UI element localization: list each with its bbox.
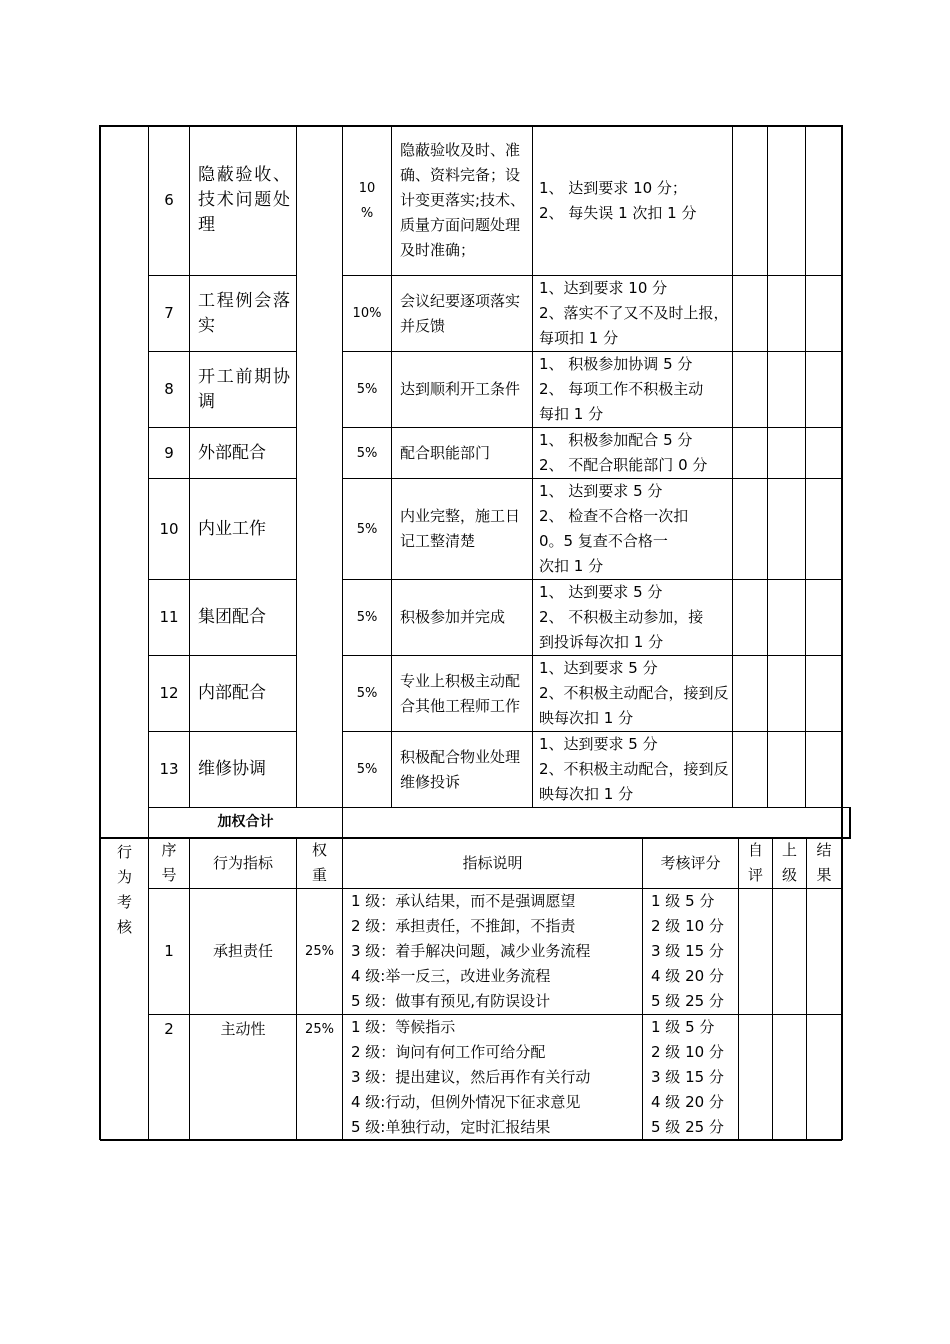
row-number: 11 [159,608,179,626]
behavior-row-number: 2 [164,1020,174,1038]
row-number: 13 [159,760,179,778]
row-description: 隐蔽验收及时、准确、资料完备；设计变更落实;技术、质量方面问题处理及时准确； [400,141,526,259]
row-number: 7 [164,304,174,322]
weighted-total-label: 加权合计 [217,814,274,830]
behavior-row-number: 1 [164,942,174,960]
row-description: 积极参加并完成 [400,608,506,626]
row-description: 内业完整，施工日记工整清楚 [400,507,521,550]
header-weight: 权 重 [311,841,327,884]
row-description: 积极配合物业处理维修投诉 [400,747,521,791]
row-indicator: 工程例会落实 [198,290,290,336]
behavior-row-weight: 25% [305,944,334,959]
header-self-review: 自 评 [747,841,763,884]
row-indicator: 外部配合 [198,442,266,463]
row-indicator: 隐蔽验收、技术问题处理 [198,165,290,235]
behavior-row-weight: 25% [305,1022,334,1037]
row-scoring: 1、 达到要求 5 分 2、 不积极主动参加，接 到投诉每次扣 1 分 [539,583,704,651]
row-scoring: 1、达到要求 5 分 2、不积极主动配合，接到反映每次扣 1 分 [539,659,729,727]
header-number: 序 号 [161,841,177,884]
behavior-row-scoring: 1 级 5 分 2 级 10 分 3 级 15 分 4 级 20 分 5 级 25 分 [651,892,724,1010]
header-superior-review: 上 级 [781,841,797,884]
row-number: 12 [159,684,179,702]
row-weight: 5% [356,610,378,625]
header-description: 指标说明 [462,853,523,872]
row-weight: 5% [356,686,378,701]
row-scoring: 1、 积极参加协调 5 分 2、 每项工作不积极主动 每扣 1 分 [539,355,704,423]
row-weight: 10 % [358,180,376,221]
row-weight: 5% [356,445,378,461]
row-indicator: 维修协调 [198,759,266,779]
row-number: 6 [164,191,174,209]
header-indicator: 行为指标 [212,853,273,872]
behavior-row-description: 1 级：等候指示 2 级：询问有何工作可给分配 3 级：提出建议，然后再作有关行动 4 级:行动，但例外情况下征求意见 5 级:单独行动，定时汇报结果 [351,1017,591,1136]
row-description: 会议纪要逐项落实并反馈 [400,291,521,335]
row-weight: 5% [356,382,378,397]
row-description: 配合职能部门 [400,443,491,462]
header-scoring: 考核评分 [660,853,721,872]
row-number: 8 [164,380,174,398]
row-scoring: 1、 达到要求 5 分 2、 检查不合格一次扣 0。5 复查不合格一 次扣 1 分 [539,482,689,575]
row-description: 专业上积极主动配合其他工程师工作 [400,671,521,715]
row-scoring: 1、 积极参加配合 5 分 2、 不配合职能部门 0 分 [539,431,708,474]
row-description: 达到顺利开工条件 [400,380,521,398]
row-number: 10 [159,519,179,538]
row-indicator: 内部配合 [198,683,266,703]
row-indicator: 开工前期协调 [198,366,290,412]
behavior-section-label: 行 为 考 核 [116,843,132,936]
row-weight: 5% [356,521,378,537]
behavior-row-description: 1 级：承认结果，而不是强调愿望 2 级：承担责任，不推卸，不指责 3 级：着手解决问题，减少业务流程 4 级:举一反三，改进业务流程 5 级：做事有预见,有防误设计 [351,892,591,1010]
row-weight: 5% [356,762,378,777]
row-weight: 10% [352,306,382,321]
row-indicator: 集团配合 [198,607,266,627]
row-scoring: 1、达到要求 10 分 2、落实不了又不及时上报，每项扣 1 分 [539,279,729,347]
behavior-row-scoring: 1 级 5 分 2 级 10 分 3 级 15 分 4 级 20 分 5 级 25 分 [651,1017,724,1136]
behavior-row-indicator: 主动性 [220,1020,266,1038]
row-scoring: 1、 达到要求 10 分； 2、 每失误 1 次扣 1 分 [539,178,697,222]
behavior-row-indicator: 承担责任 [212,942,273,960]
row-number: 9 [164,443,174,462]
row-indicator: 内业工作 [198,518,266,539]
header-result: 结 果 [816,841,832,884]
row-scoring: 1、达到要求 5 分 2、不积极主动配合，接到反映每次扣 1 分 [539,735,729,803]
